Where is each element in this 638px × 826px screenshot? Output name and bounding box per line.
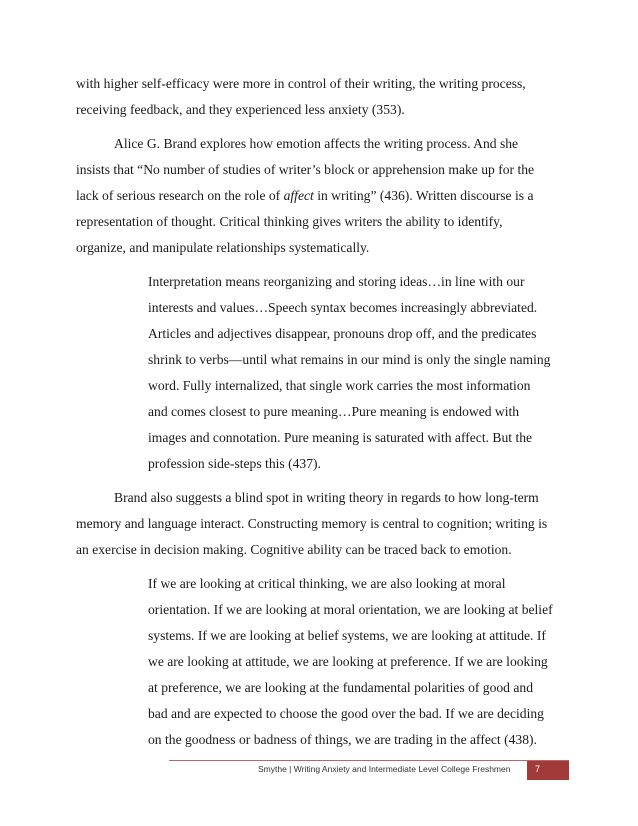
- paragraph-line: Alice G. Brand explores how emotion affects the writing process. And she: [114, 136, 519, 151]
- block-quote-line: Articles and adjectives disappear, pronouns drop off, and the predicates: [148, 326, 537, 341]
- block-quote-line: If we are looking at critical thinking, we are also looking at moral: [148, 576, 506, 591]
- emphasized-word: affect: [283, 188, 314, 203]
- footer-running-title: Smythe | Writing Anxiety and Intermediate Level College Freshmen: [258, 764, 511, 774]
- footer-divider: [169, 760, 569, 761]
- block-quote-line: shrink to verbs—until what remains in our mind is only the single naming: [148, 352, 551, 367]
- block-quote-line: profession side-steps this (437).: [148, 456, 321, 471]
- page-number: 7: [535, 764, 541, 774]
- block-quote-line: word. Fully internalized, that single work carries the most information: [148, 378, 531, 393]
- paragraph-line: an exercise in decision making. Cognitive ability can be traced back to emotion.: [76, 542, 512, 557]
- block-quote-line: we are looking at attitude, we are looking at preference. If we are looking: [148, 654, 548, 669]
- paragraph-line: insists that “No number of studies of writer’s block or apprehension make up for the: [76, 162, 535, 177]
- block-quote-line: images and connotation. Pure meaning is saturated with affect. But the: [148, 430, 533, 445]
- block-quote-line: at preference, we are looking at the fundamental polarities of good and: [148, 680, 533, 695]
- paragraph-line: Brand also suggests a blind spot in writing theory in regards to how long-term: [114, 490, 539, 505]
- block-quote-line: orientation. If we are looking at moral orientation, we are looking at belief: [148, 602, 553, 617]
- block-quote-line: systems. If we are looking at belief systems, we are looking at attitude. If: [148, 628, 546, 643]
- paragraph-line: [76, 188, 534, 204]
- block-quote-line: bad and are expected to choose the good over the bad. If we are deciding: [148, 706, 544, 721]
- paragraph-line: receiving feedback, and they experienced less anxiety (353).: [76, 102, 405, 117]
- paragraph-line: organize, and manipulate relationships systematically.: [76, 240, 370, 255]
- paragraph-line: representation of thought. Critical thinking gives writers the ability to identify,: [76, 214, 503, 229]
- paragraph-line: with higher self-efficacy were more in control of their writing, the writing process,: [76, 76, 526, 91]
- text-segment: in writing” (436). Written discourse is a: [313, 188, 534, 203]
- block-quote-line: interests and values…Speech syntax becomes increasingly abbreviated.: [148, 300, 538, 315]
- text-segment: lack of serious research on the role of: [76, 188, 284, 203]
- block-quote-line: on the goodness or badness of things, we are trading in the affect (438).: [148, 732, 537, 747]
- block-quote-line: and comes closest to pure meaning…Pure meaning is endowed with: [148, 404, 520, 419]
- paragraph-line: memory and language interact. Constructing memory is central to cognition; writing is: [76, 516, 548, 531]
- page-number-box: [527, 761, 569, 780]
- block-quote-line: Interpretation means reorganizing and storing ideas…in line with our: [148, 274, 525, 289]
